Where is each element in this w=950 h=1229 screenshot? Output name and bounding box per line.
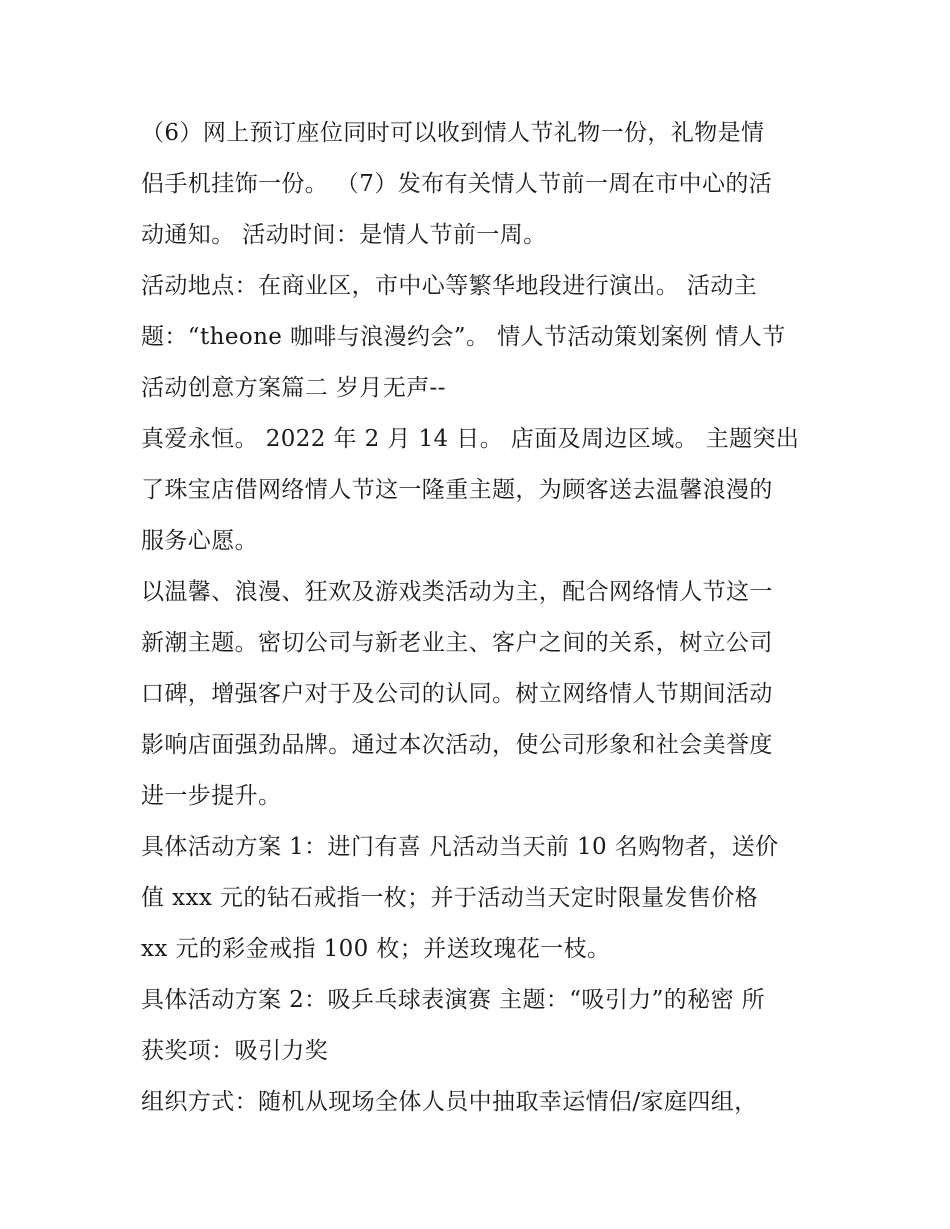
text-line: 题：“theone 咖啡与浪漫约会”。 情人节活动策划案例 情人节: [141, 324, 786, 350]
text-line: （6）网上预订座位同时可以收到情人节礼物一份，礼物是情: [141, 120, 765, 146]
text-line: 新潮主题。密切公司与新老业主、客户之间的关系，树立公司: [141, 630, 773, 656]
text-line: 动通知。 活动时间：是情人节前一周。: [141, 222, 547, 248]
text-line: 活动创意方案篇二 岁月无声--: [141, 375, 446, 401]
body-text: [141, 108, 813, 1128]
text-line: 值 xxx 元的钻石戒指一枚；并于活动当天定时限量发售价格: [141, 885, 759, 911]
text-line: 组织方式：随机从现场全体人员中抽取幸运情侣/家庭四组，: [141, 1089, 758, 1115]
text-line: 进一步提升。: [141, 783, 282, 809]
text-line: 影响店面强劲品牌。通过本次活动，使公司形象和社会美誉度: [141, 732, 773, 758]
text-line: xx 元的彩金戒指 100 枚；并送玫瑰花一枝。: [141, 936, 611, 962]
text-line: 服务心愿。: [141, 528, 258, 554]
text-line: 活动地点：在商业区，市中心等繁华地段进行演出。 活动主: [141, 273, 758, 299]
text-line: 具体活动方案 2：吸乒乓球表演赛 主题：“吸引力”的秘密 所: [141, 987, 766, 1013]
text-line: 获奖项：吸引力奖: [141, 1038, 329, 1064]
text-line: 真爱永恒。 2022 年 2 月 14 日。 店面及周边区域。 主题突出: [141, 426, 800, 452]
text-line: 了珠宝店借网络情人节这一隆重主题，为顾客送去温馨浪漫的: [141, 477, 773, 503]
text-line: 以温馨、浪漫、狂欢及游戏类活动为主，配合网络情人节这一: [141, 579, 773, 605]
text-line: 具体活动方案 1：进门有喜 凡活动当天前 10 名购物者，送价: [141, 834, 779, 860]
text-line: 侣手机挂饰一份。 （7）发布有关情人节前一周在市中心的活: [141, 171, 773, 197]
text-line: 口碑，增强客户对于及公司的认同。树立网络情人节期间活动: [141, 681, 773, 707]
